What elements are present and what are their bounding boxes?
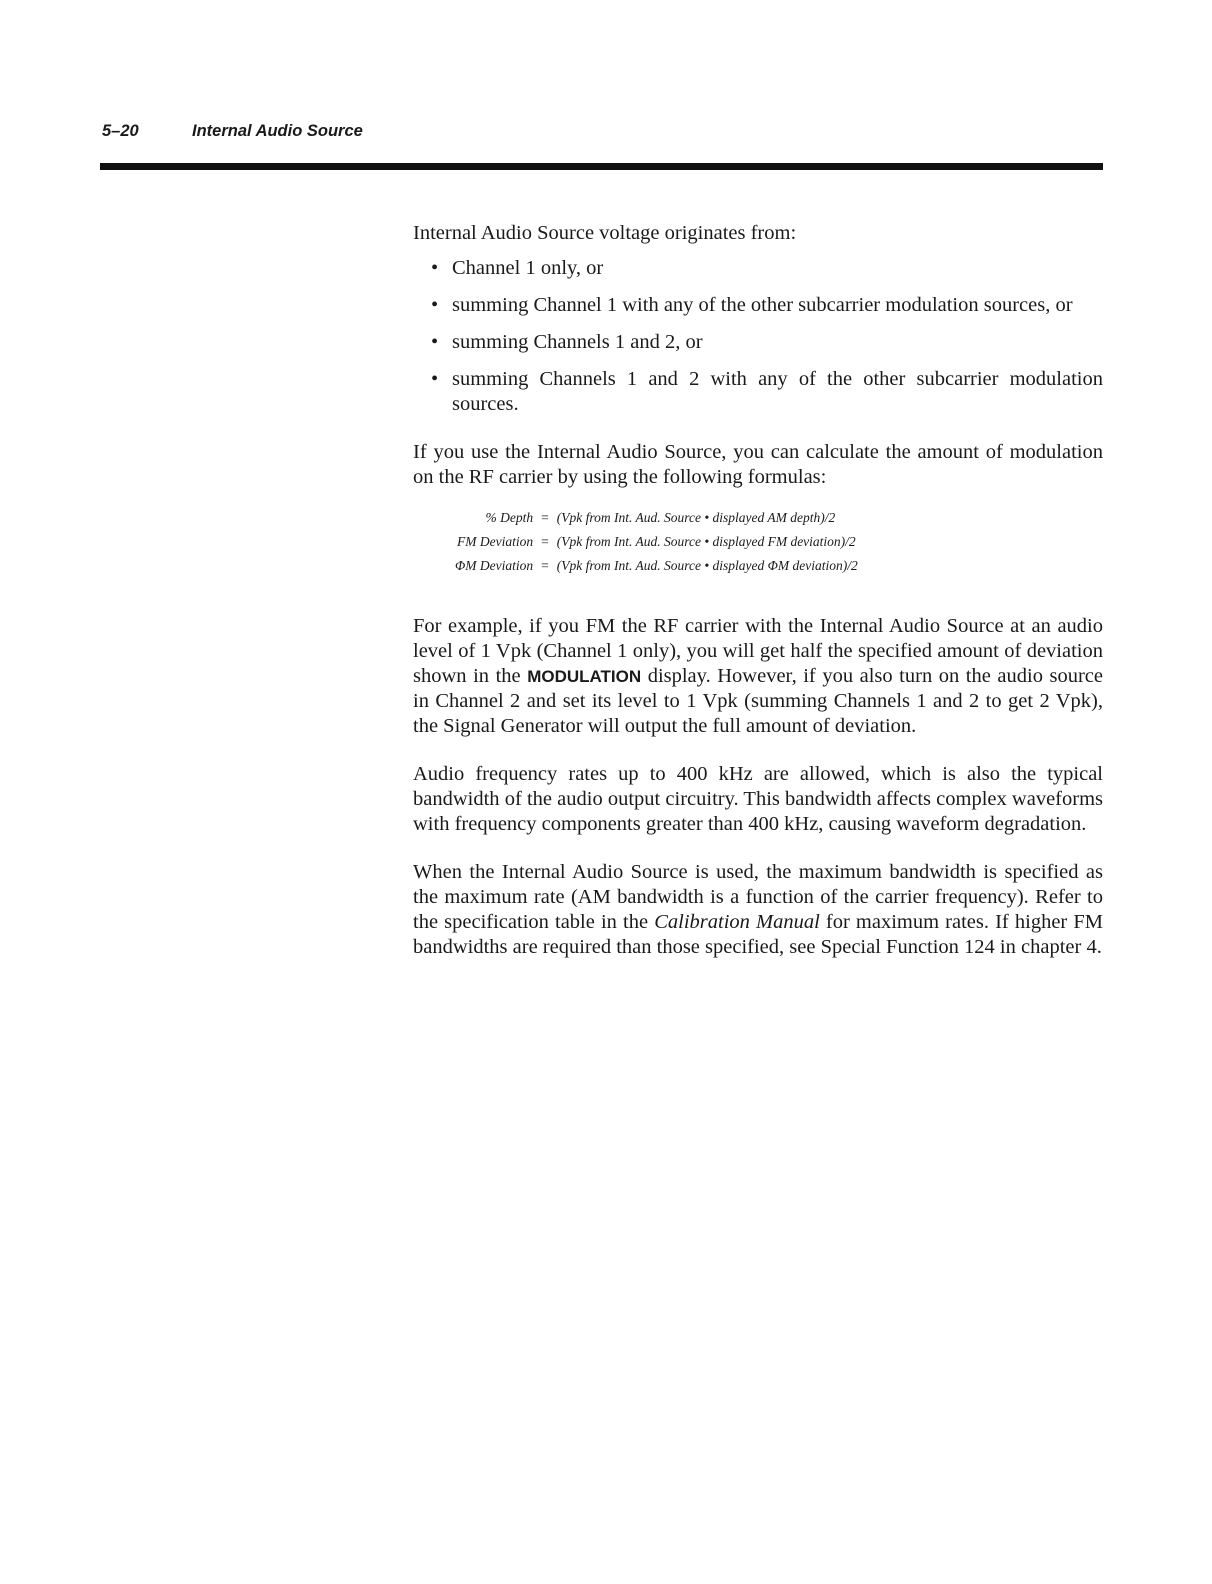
bandwidth-text: When the Internal Audio Source is used, the maximum bandwidth is specified as the maximum rate (AM bandwidth is a function of the carrier frequency). Refer to the specification table in the	[413, 861, 1103, 933]
list-item: • Channel 1 only, or	[413, 256, 1103, 281]
example-paragraph	[413, 614, 1103, 739]
header-rule	[100, 163, 1103, 170]
page-number: 5–20	[102, 122, 139, 140]
example-text: For example, if you FM the RF carrier with the Internal Audio Source at an audio level of 1 Vpk (Channel 1 only), you will get half the specified amount of deviation shown in the	[413, 615, 1103, 687]
bandwidth-paragraph	[413, 860, 1103, 960]
example-text: display. However, if you also turn on the audio source in Channel 2 and set its level to 1 Vpk (summing Channels 1 and 2 to get 2 Vpk), the Signal Generator will output the full amount of deviation.	[413, 665, 1104, 737]
formula-equals: =	[541, 558, 549, 573]
formula-row	[455, 530, 858, 554]
main-text	[413, 221, 1103, 960]
list-item: • summing Channel 1 with any of the other subcarrier modulation sources, or	[413, 293, 1103, 318]
source-list	[413, 256, 1103, 417]
calc-paragraph: If you use the Internal Audio Source, you can calculate the amount of modulation on the RF carrier by using the following formulas:	[413, 441, 1103, 488]
formula-lhs: % Depth	[485, 510, 534, 525]
formula-rhs: (Vpk from Int. Aud. Source • displayed AM depth)/2	[556, 510, 836, 525]
formula-rhs: (Vpk from Int. Aud. Source • displayed FM deviation)/2	[556, 534, 856, 549]
formula-row	[455, 554, 858, 578]
list-item: • summing Channels 1 and 2 with any of the other subcarrier modulation sources.	[413, 367, 1103, 417]
formula-table	[455, 506, 858, 578]
rates-paragraph: Audio frequency rates up to 400 kHz are allowed, which is also the typical bandwidth of the audio output circuitry. This bandwidth affects complex waveforms with frequency components greater than 400 kHz, causing waveform degradation.	[413, 763, 1103, 835]
formula-equals: =	[541, 510, 549, 525]
list-item: • summing Channels 1 and 2, or	[413, 330, 1103, 355]
modulation-key-label: MODULATION	[527, 667, 642, 686]
bandwidth-text: for maximum rates. If higher FM bandwidths are required than those specified, see Special Function 124 in chapter 4.	[413, 911, 1103, 958]
section-title: Internal Audio Source	[192, 122, 363, 140]
formula-lhs: ΦM Deviation	[455, 558, 534, 573]
formula-equals: =	[541, 534, 549, 549]
formula-lhs: FM Deviation	[457, 534, 534, 549]
formula-row	[455, 506, 858, 530]
formula-rhs: (Vpk from Int. Aud. Source • displayed ΦM deviation)/2	[556, 558, 858, 573]
manual-title: Calibration Manual	[654, 911, 820, 933]
intro-paragraph: Internal Audio Source voltage originates from:	[413, 222, 797, 244]
running-header	[102, 122, 363, 141]
